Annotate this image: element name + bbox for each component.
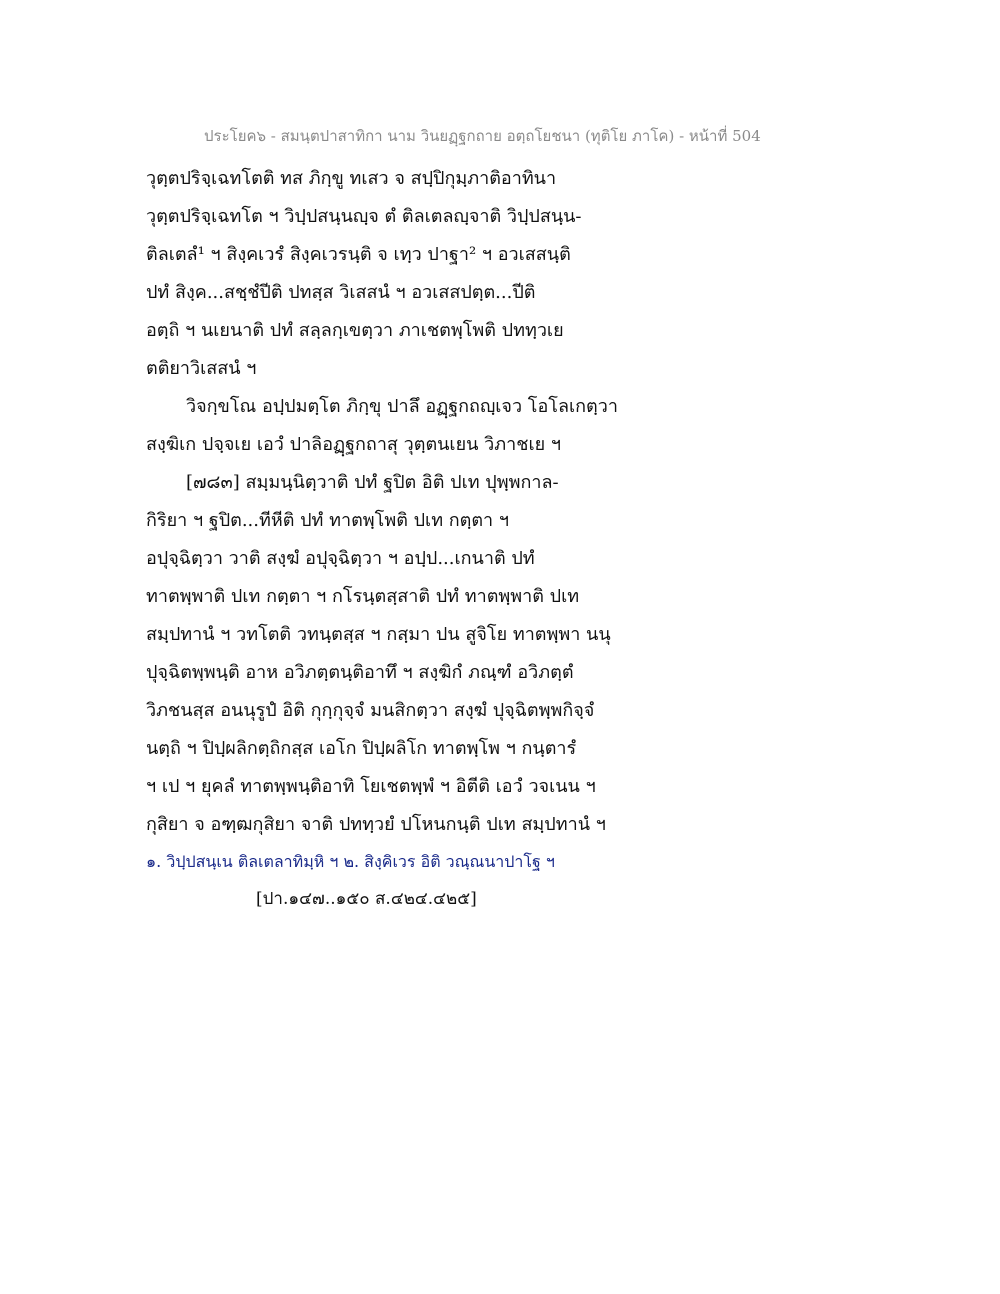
text-line: อตฺถิ ฯ นเยนาติ ปทํ สลฺลกฺเขตฺวา ภาเชตพฺโพติ ปททฺวเย [146,320,564,341]
page-header: ประโยค๖ - สมนฺตปาสาทิกา นาม วินยฏฺฐกถาย อตฺถโยชนา (ทุติโย ภาโค) - หน้าที่ 504 [204,127,761,145]
text-line: ติลเตลํ¹ ฯ สิงฺคเวรํ สิงฺคเวรนฺติ จ เทฺว ปาฐา² ฯ อวเสสนฺติ [146,244,571,265]
text-line: วุตฺตปริจฺเฉทโตติ ทส ภิกฺขู ทเสว จ สปฺปิกุมฺภาติอาทินา [146,168,557,189]
text-line: ตติยาวิเสสนํ ฯ [146,358,257,379]
text-line: นตฺถิ ฯ ปิปฺผลิกตฺถิกสฺส เอโก ปิปฺผลิโก ทาตพฺโพ ฯ กนฺตารํ [146,738,577,759]
text-line: ทาตพฺพาติ ปเท กตฺตา ฯ กโรนฺตสฺสาติ ปทํ ทาตพฺพาติ ปเท [146,586,580,607]
body-text [146,160,866,918]
footnote: ๑. วิปฺปสนฺเน ติลเตลาทิมฺหิ ฯ ๒. สิงฺคิเวร อิติ วณฺณนาปาโฐ ฯ [146,852,555,871]
text-line-indented: วิจกฺขโณ อปฺปมตฺโต ภิกฺขุ ปาลึ อฏฺฐกถญฺเจว โอโลเกตฺวา [186,396,618,417]
text-line-indented: [๗๘๓] สมฺมนฺนิตฺวาติ ปทํ ฐปิต อิติ ปเท ปุพฺพกาล- [186,472,559,493]
text-line: กิริยา ฯ ฐปิต...ทีหีติ ปทํ ทาตพฺโพติ ปเท กตฺตา ฯ [146,510,509,531]
text-line: สงฺฆิเก ปจฺจเย เอวํ ปาลิอฏฺฐกถาสุ วุตฺตนเยน วิภาชเย ฯ [146,434,561,455]
text-line: ปุจฺฉิตพฺพนฺติ อาห อวิภตฺตนฺติอาทึ ฯ สงฺฆิกํ ภณฺฑํ อวิภตฺตํ [146,662,574,683]
text-line: ฯ เป ฯ ยุคลํ ทาตพฺพนฺติอาทิ โยเชตพฺพํ ฯ อิตีติ เอวํ วจเนน ฯ [146,776,596,797]
text-line: ปทํ สิงฺค...สชฺชํปีติ ปทสฺส วิเสสนํ ฯ อวเสสปตฺต...ปีติ [146,282,536,303]
text-line: วิภชนสฺส อนนุรูปํ อิติ กุกฺกุจฺจํ มนสิกตฺวา สงฺฆํ ปุจฺฉิตพฺพกิจฺจํ [146,700,595,721]
text-line: สมฺปทานํ ฯ วทโตติ วทนฺตสฺส ฯ กสฺมา ปน สูจิโย ทาตพฺพา นนุ [146,624,611,645]
text-line: กุสิยา จ อฑฺฒกุสิยา จาติ ปททฺวยํ ปโหนกนฺติ ปเท สมฺปทานํ ฯ [146,814,606,835]
text-line: วุตฺตปริจฺเฉทโต ฯ วิปฺปสนฺนญฺจ ตํ ติลเตลญฺจาติ วิปฺปสนฺน- [146,206,582,227]
page-reference: [ปา.๑๔๗..๑๕๐ ส.๔๒๔.๔๒๕] [256,889,477,909]
text-line: อปุจฺฉิตฺวา วาติ สงฺฆํ อปุจฺฉิตฺวา ฯ อปฺป...เกนาติ ปทํ [146,548,535,569]
